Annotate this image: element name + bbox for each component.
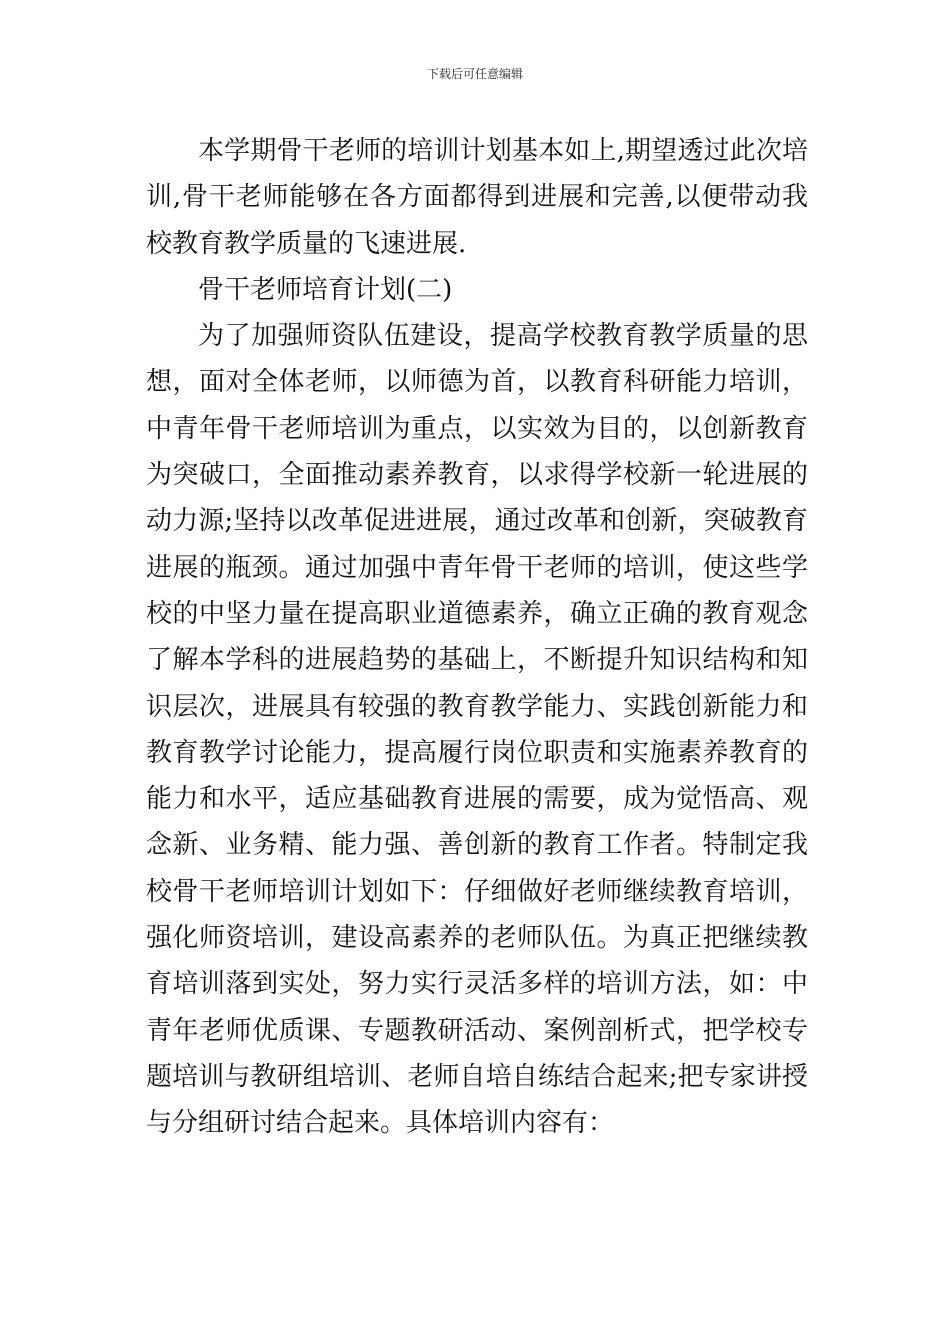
paragraph-line: 青年老师优质课、专题教研活动、案例剖析式，把学校专 (146, 1015, 808, 1046)
paragraph-line: 与分组研讨结合起来。具体培训内容有： (146, 1108, 615, 1139)
paragraph-line: 能力和水平，适应基础教育进展的需要，成为觉悟高、观 (146, 784, 808, 815)
section-heading (146, 267, 808, 313)
paragraph-line: 校的中坚力量在提高职业道德素养，确立正确的教育观念 (146, 598, 808, 629)
paragraph-line: 校教育教学质量的飞速进展. (146, 228, 467, 259)
paragraph-line: 为突破口，全面推动素养教育，以求得学校新一轮进展的 (146, 460, 808, 491)
paragraph-line: 本学期骨干老师的培训计划基本如上,期望透过此次培 (198, 136, 808, 166)
paragraph-line: 想，面对全体老师，以师德为首，以教育科研能力培训， (146, 367, 808, 398)
paragraph-line: 进展的瓶颈。通过加强中青年骨干老师的培训，使这些学 (146, 552, 808, 583)
document-body (146, 128, 808, 1147)
page-header-note: 下载后可任意编辑 (426, 67, 523, 81)
paragraph-closing-summary (146, 128, 808, 267)
paragraph-line: 念新、业务精、能力强、善创新的教育工作者。特制定我 (146, 830, 808, 861)
paragraph-line: 题培训与教研组培训、老师自培自练结合起来;把专家讲授 (146, 1061, 808, 1092)
paragraph-plan-intro (146, 313, 808, 1146)
paragraph-line: 校骨干老师培训计划如下：仔细做好老师继续教育培训， (146, 876, 808, 907)
paragraph-line: 了解本学科的进展趋势的基础上，不断提升知识结构和知 (146, 645, 808, 676)
paragraph-line: 为了加强师资队伍建设，提高学校教育教学质量的思 (198, 321, 808, 352)
paragraph-line: 强化师资培训，建设高素养的老师队伍。为真正把继续教 (146, 923, 808, 954)
paragraph-line: 训,骨干老师能够在各方面都得到进展和完善,以便带动我 (146, 182, 808, 213)
paragraph-line: 中青年骨干老师培训为重点，以实效为目的，以创新教育 (146, 413, 808, 444)
section-heading-text: 骨干老师培育计划(二) (198, 274, 453, 305)
paragraph-line: 动力源;坚持以改革促进进展，通过改革和创新，突破教育 (146, 506, 808, 537)
paragraph-line: 教育教学讨论能力，提高履行岗位职责和实施素养教育的 (146, 737, 808, 768)
paragraph-line: 育培训落到实处，努力实行灵活多样的培训方法，如：中 (146, 969, 808, 1000)
paragraph-line: 识层次，进展具有较强的教育教学能力、实践创新能力和 (146, 691, 808, 722)
